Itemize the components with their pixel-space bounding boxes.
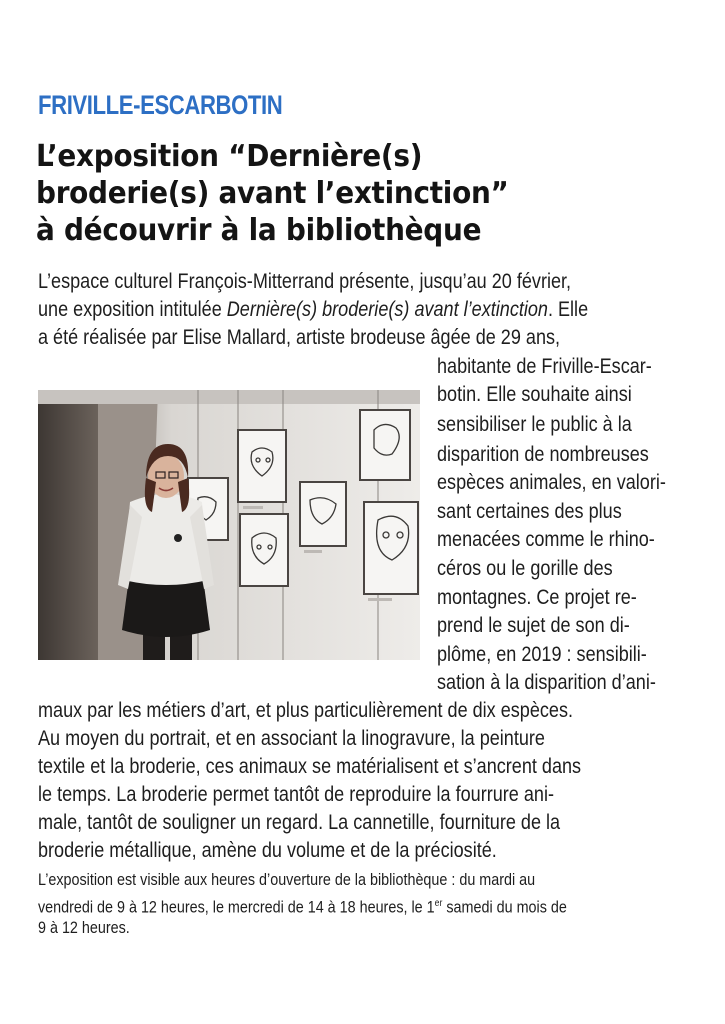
- exhibition-photo: [38, 390, 420, 660]
- body-line-6: sensibiliser le public à la: [437, 413, 632, 436]
- body-line-2: une exposition intitulée Dernière(s) broderie(s) avant l’extinction. Elle: [38, 298, 589, 321]
- body-line-1: L’espace culturel François-Mitterrand présente, jusqu’au 20 février,: [38, 270, 572, 293]
- body-line-17: Au moyen du portrait, et en associant la linogravure, la peinture: [38, 727, 545, 750]
- body-line-21: broderie métallique, amène du volume et de la préciosité.: [38, 839, 497, 862]
- body-line-4: habitante de Friville-Escar-: [437, 355, 652, 378]
- headline-line-1: L’exposition “Dernière(s): [36, 139, 423, 174]
- exhibition-title: Dernière(s) broderie(s) avant l’extinction: [226, 298, 548, 321]
- info-line-3: 9 à 12 heures.: [38, 919, 130, 937]
- headline-line-3: à découvrir à la bibliothèque: [36, 213, 482, 248]
- body-line-12: montagnes. Ce projet re-: [437, 586, 637, 609]
- headline-line-2: broderie(s) avant l’extinction”: [36, 176, 509, 211]
- body-line-19: le temps. La broderie permet tantôt de reproduire la fourrure ani-: [38, 783, 554, 806]
- body-line-15: sation à la disparition d’ani-: [437, 671, 656, 694]
- body-line-14: plôme, en 2019 : sensibili-: [437, 643, 647, 666]
- body-line-8: espèces animales, en valori-: [437, 471, 666, 494]
- body-line-5: botin. Elle souhaite ainsi: [437, 383, 632, 406]
- body-line-9: sant certaines des plus: [437, 500, 622, 523]
- body-line-16: maux par les métiers d’art, et plus particulièrement de dix espèces.: [38, 699, 574, 722]
- body-line-10: menacées comme le rhino-: [437, 528, 655, 551]
- body-line-11: céros ou le gorille des: [437, 557, 613, 580]
- body-line-20: male, tantôt de souligner un regard. La cannetille, fourniture de la: [38, 811, 561, 834]
- info-line-2: vendredi de 9 à 12 heures, le mercredi de 14 à 18 heures, le 1er samedi du mois de: [38, 898, 567, 917]
- body-line-18: textile et la broderie, ces animaux se matérialisent et s’ancrent dans: [38, 755, 582, 778]
- location-kicker: FRIVILLE-ESCARBOTIN: [38, 90, 283, 120]
- body-line-13: prend le sujet de son di-: [437, 614, 630, 637]
- body-line-7: disparition de nombreuses: [437, 443, 649, 466]
- info-line-1: L’exposition est visible aux heures d’ouverture de la bibliothèque : du mardi au: [38, 871, 536, 889]
- article-headline: [36, 138, 509, 249]
- body-line-3: a été réalisée par Elise Mallard, artiste brodeuse âgée de 29 ans,: [38, 326, 561, 349]
